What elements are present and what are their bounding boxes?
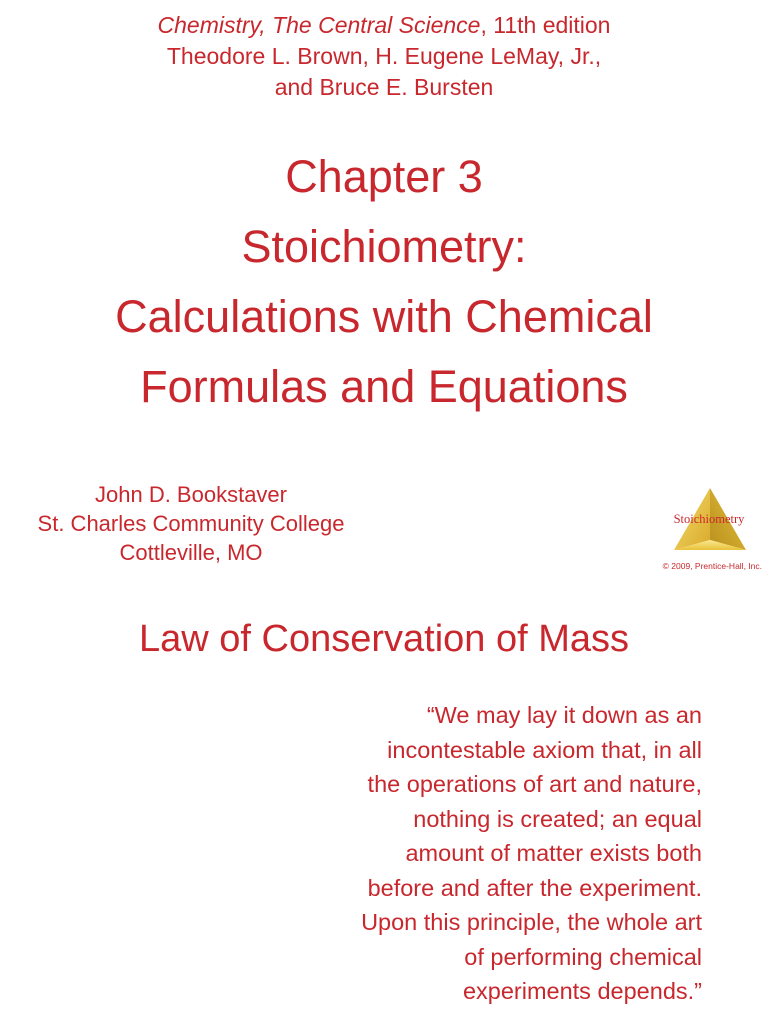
book-authors-line1: Theodore L. Brown, H. Eugene LeMay, Jr., (166, 43, 602, 69)
book-title-line (0, 10, 768, 41)
logo-text: Stoichiometry (673, 512, 745, 526)
quote-line: the operations of art and nature, (367, 771, 702, 797)
stoichiometry-logo (664, 486, 754, 556)
quote-line: “We may lay it down as an (426, 702, 702, 728)
chapter-title (0, 142, 768, 422)
chapter-title-line4: Formulas and Equations (140, 361, 628, 412)
quote-line: amount of matter exists both (405, 840, 702, 866)
book-title: Chemistry, The Central Science (157, 12, 481, 38)
quote-line: Upon this principle, the whole art (361, 909, 702, 935)
presenter-location: Cottleville, MO (119, 540, 263, 565)
lavoisier-quote (222, 698, 702, 1009)
book-info (0, 10, 768, 103)
presenter-institution: St. Charles Community College (37, 511, 345, 536)
chapter-title-line3: Calculations with Chemical (115, 291, 653, 342)
section-title: Law of Conservation of Mass (138, 618, 629, 660)
law-slide (0, 600, 768, 1024)
chapter-number: Chapter 3 (285, 151, 483, 202)
copyright-notice: © 2009, Prentice-Hall, Inc. (662, 561, 762, 571)
quote-line: incontestable axiom that, in all (387, 736, 702, 763)
chapter-title-line2: Stoichiometry: (241, 221, 527, 272)
quote-line: nothing is created; an equal (413, 805, 702, 832)
quote-line: experiments depends.” (462, 978, 702, 1004)
presenter-info (0, 480, 382, 567)
quote-line: of performing chemical (464, 943, 702, 970)
book-edition: , 11th edition (480, 12, 611, 38)
book-authors-line2: and Bruce E. Bursten (274, 74, 494, 100)
quote-line: before and after the experiment. (367, 874, 702, 901)
presenter-name: John D. Bookstaver (95, 482, 287, 507)
